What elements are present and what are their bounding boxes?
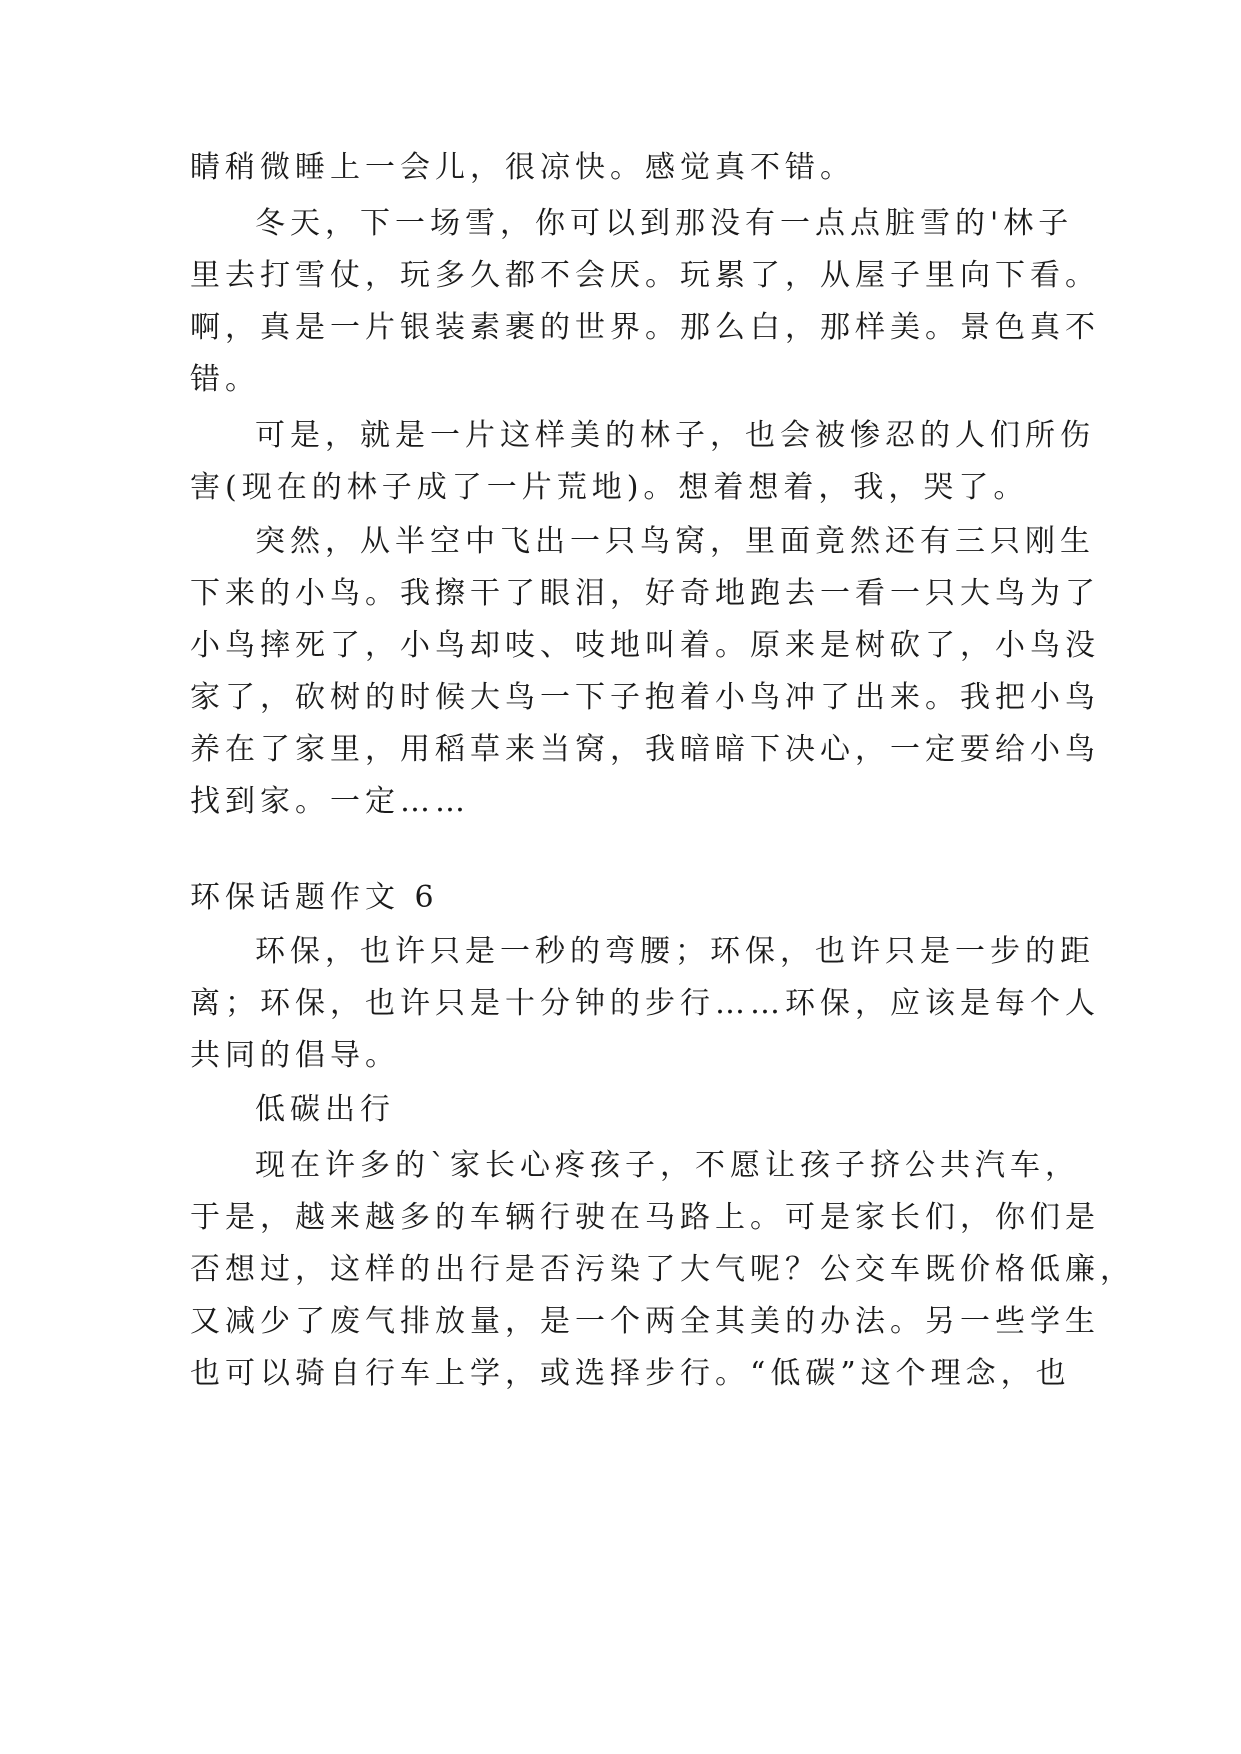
paragraph-line: 又减少了废气排放量，是一个两全其美的办法。另一些学生 [190, 1304, 1100, 1339]
paragraph-line: 小鸟摔死了，小鸟却吱、吱地叫着。原来是树砍了，小鸟没 [190, 628, 1100, 663]
paragraph-line: 可是，就是一片这样美的林子，也会被惨忍的人们所伤 [255, 418, 1095, 453]
paragraph-line: 离；环保，也许只是十分钟的步行……环保，应该是每个人 [190, 986, 1100, 1021]
paragraph-line: 里去打雪仗，玩多久都不会厌。玩累了，从屋子里向下看。 [190, 258, 1100, 293]
section-title: 环保话题作文 6 [190, 880, 439, 915]
subheading: 低碳出行 [255, 1092, 395, 1127]
paragraph-line: 睛稍微睡上一会儿，很凉快。感觉真不错。 [190, 150, 855, 185]
paragraph-line: 害(现在的林子成了一片荒地)。想着想着，我，哭了。 [190, 470, 1029, 505]
paragraph-line: 错。 [190, 362, 260, 397]
paragraph-line: 环保，也许只是一秒的弯腰；环保，也许只是一步的距 [255, 934, 1095, 969]
paragraph-line: 找到家。一定…… [190, 784, 470, 819]
paragraph-line: 冬天，下一场雪，你可以到那没有一点点脏雪的'林子 [255, 206, 1074, 241]
paragraph-line: 啊，真是一片银装素裹的世界。那么白，那样美。景色真不 [190, 310, 1100, 345]
paragraph-line: 下来的小鸟。我擦干了眼泪，好奇地跑去一看一只大鸟为了 [190, 576, 1100, 611]
paragraph-line: 突然，从半空中飞出一只鸟窝，里面竟然还有三只刚生 [255, 524, 1095, 559]
paragraph-line: 也可以骑自行车上学，或选择步行。“低碳”这个理念，也 [190, 1356, 1071, 1391]
paragraph-line: 于是，越来越多的车辆行驶在马路上。可是家长们，你们是 [190, 1200, 1100, 1235]
paragraph-line: 家了，砍树的时候大鸟一下子抱着小鸟冲了出来。我把小鸟 [190, 680, 1100, 715]
paragraph-line: 养在了家里，用稻草来当窝，我暗暗下决心，一定要给小鸟 [190, 732, 1100, 767]
paragraph-line: 共同的倡导。 [190, 1038, 400, 1073]
paragraph-line: 否想过，这样的出行是否污染了大气呢？公交车既价格低廉， [190, 1252, 1135, 1287]
paragraph-line: 现在许多的`家长心疼孩子，不愿让孩子挤公共汽车， [255, 1148, 1080, 1183]
